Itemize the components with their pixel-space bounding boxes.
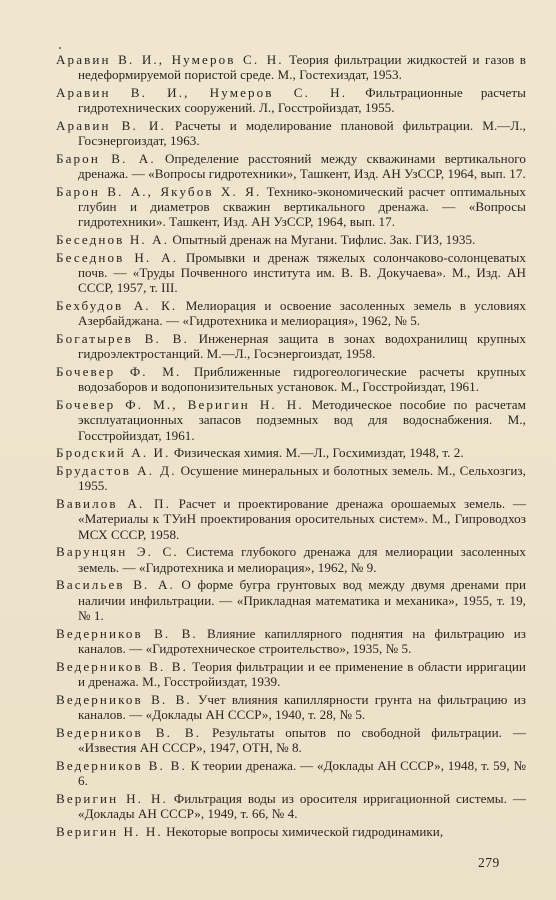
reference-author: Веригин Н. Н. bbox=[56, 823, 163, 839]
reference-entry bbox=[56, 791, 526, 821]
reference-text: Мелиорация и освоение засоленных земель в условиях Азербайджана. — «Гидротехника и мелиорация», 1962, № 5. bbox=[78, 298, 526, 329]
reference-author: Ведерников В. В. bbox=[56, 625, 198, 641]
reference-entry bbox=[56, 725, 526, 755]
reference-entry bbox=[56, 397, 526, 443]
reference-text: Расчеты и моделирование плановой фильтрации. М.—Л., Госэнергоиздат, 1963. bbox=[78, 118, 526, 149]
page-number: 279 bbox=[478, 855, 500, 870]
reference-author: Бродский А. И. bbox=[56, 445, 171, 461]
reference-author: Васильев В. А. bbox=[56, 577, 175, 593]
reference-entry bbox=[56, 692, 526, 722]
reference-text: Методическое пособие по расчетам эксплуатационных запасов подземных вод для водоснабжения. М., Госстройиздат, 1961. bbox=[78, 397, 526, 443]
reference-author: Вавилов А. П. bbox=[56, 496, 171, 512]
reference-author: Брудастов А. Д. bbox=[56, 463, 177, 479]
reference-text: Физическая химия. М.—Л., Госхимиздат, 1948, т. 2. bbox=[170, 445, 464, 461]
reference-author: Бочевер Ф. М. bbox=[56, 364, 182, 380]
print-speck bbox=[59, 47, 61, 49]
reference-entry bbox=[56, 445, 526, 460]
reference-text: К теории дренажа. — «Доклады АН СССР», 1948, т. 59, № 6. bbox=[78, 757, 526, 788]
reference-entry bbox=[56, 184, 526, 230]
reference-author: Ведерников В. В. bbox=[56, 757, 187, 773]
reference-author: Варунцян Э. С. bbox=[56, 544, 179, 560]
reference-author: Аравин В. И., Нумеров С. Н. bbox=[56, 85, 348, 100]
reference-entry bbox=[56, 331, 526, 361]
reference-text: Расчет и проектирование дренажа орошаемых земель. — «Материалы к ТУиН проектирования оросительных систем». М., Гипроводхоз МСХ СССР, 1958. bbox=[78, 496, 526, 542]
reference-entry bbox=[56, 250, 526, 296]
reference-author: Беседнов Н. А. bbox=[56, 232, 170, 248]
reference-text: Инженерная защита в зонах водохранилищ крупных гидроэлектростанций. М.—Л., Госэнергоиздат, 1958. bbox=[78, 331, 527, 362]
reference-author: Бочевер Ф. М., Веригин Н. Н. bbox=[56, 397, 304, 413]
reference-author: Барон В. А., Якубов Х. Я. bbox=[56, 184, 262, 199]
reference-entry bbox=[56, 364, 526, 394]
reference-text: Промывки и дренаж тяжелых солончаково-солонцеватых почв. — «Труды Почвенного института им. В. В. Докучаева». М., Изд. АН СССР, 1957, т. III. bbox=[78, 250, 527, 296]
reference-entry bbox=[56, 496, 526, 542]
reference-author: Бехбудов А. К. bbox=[56, 298, 178, 314]
reference-author: Беседнов Н. А. bbox=[56, 250, 179, 265]
reference-entry bbox=[56, 52, 526, 82]
reference-entry bbox=[56, 232, 526, 247]
reference-author: Ведерников В. В. bbox=[56, 658, 188, 674]
reference-text: Результаты опытов по свободной фильтрации. — «Известия АН СССР», 1947, ОТН, № 8. bbox=[78, 724, 526, 755]
reference-author: Ведерников В. В. bbox=[56, 691, 192, 707]
reference-author: Веригин Н. Н. bbox=[56, 790, 168, 806]
reference-text: Теория фильтрации жидкостей и газов в недеформируемой пористой среде. М., Гостехиздат, 1953. bbox=[78, 52, 526, 83]
reference-entry bbox=[56, 118, 526, 148]
reference-author: Аравин В. И., Нумеров С. Н. bbox=[56, 52, 284, 67]
reference-author: Аравин В. И. bbox=[56, 118, 166, 133]
reference-entry bbox=[56, 824, 526, 839]
reference-text: Определение расстояний между скважинами вертикального дренажа. — «Вопросы гидротехники», Ташкент, Изд. АН УзССР, 1964, вып. 17. bbox=[78, 151, 526, 182]
reference-entry bbox=[56, 151, 526, 181]
reference-text: Приближенные гидрогеологические расчеты крупных водозаборов и водопонизительных установок. М., Госстройиздат, 1961. bbox=[78, 364, 526, 395]
reference-text: Теория фильтрации и ее применение в области ирригации и дренажа. М., Госстройиздат, 1939. bbox=[78, 658, 526, 689]
reference-author: Барон В. А. bbox=[56, 151, 156, 166]
reference-text: Фильтрационные расчеты гидротехнических сооружений. Л., Госстройиздат, 1955. bbox=[78, 85, 526, 116]
reference-entry bbox=[56, 544, 526, 574]
reference-entry bbox=[56, 758, 526, 788]
reference-author: Ведерников В. В. bbox=[56, 724, 202, 740]
reference-entry bbox=[56, 298, 526, 328]
reference-list bbox=[56, 52, 526, 839]
reference-entry bbox=[56, 577, 526, 623]
reference-text: Система глубокого дренажа для мелиорации засоленных земель. — «Гидротехника и мелиорация», 1962, № 9. bbox=[78, 544, 526, 575]
reference-text: Некоторые вопросы химической гидродинамики, bbox=[162, 823, 444, 839]
reference-text: О форме бугра грунтовых вод между двумя дренами при наличии инфильтрации. — «Прикладная математика и механика», 1955, т. 19, № 1. bbox=[78, 577, 527, 623]
reference-author: Богатырев В. В. bbox=[56, 331, 189, 347]
reference-text: Учет влияния капиллярности грунта на фильтрацию из каналов. — «Доклады АН СССР», 1940, т. 28, № 5. bbox=[78, 691, 526, 722]
reference-text: Технико-экономический расчет оптимальных глубин и диаметров скважин вертикального дренажа. — «Вопросы гидротехники». Ташкент, Изд. АН УзССР, 1964, вып. 17. bbox=[78, 184, 526, 230]
reference-text: Влияние капиллярного поднятия на фильтрацию из каналов. — «Гидротехническое строительство», 1935, № 5. bbox=[78, 625, 526, 656]
reference-text: Осушение минеральных и болотных земель. М., Сельхозгиз, 1955. bbox=[78, 463, 526, 494]
reference-entry bbox=[56, 659, 526, 689]
reference-entry bbox=[56, 626, 526, 656]
reference-entry bbox=[56, 85, 526, 115]
reference-entry bbox=[56, 463, 526, 493]
reference-text: Фильтрация воды из оросителя ирригационной системы. — «Доклады АН СССР», 1949, т. 66, № 4. bbox=[78, 790, 526, 821]
reference-text: Опытный дренаж на Мугани. Тифлис. Зак. ГИЗ, 1935. bbox=[169, 232, 476, 248]
